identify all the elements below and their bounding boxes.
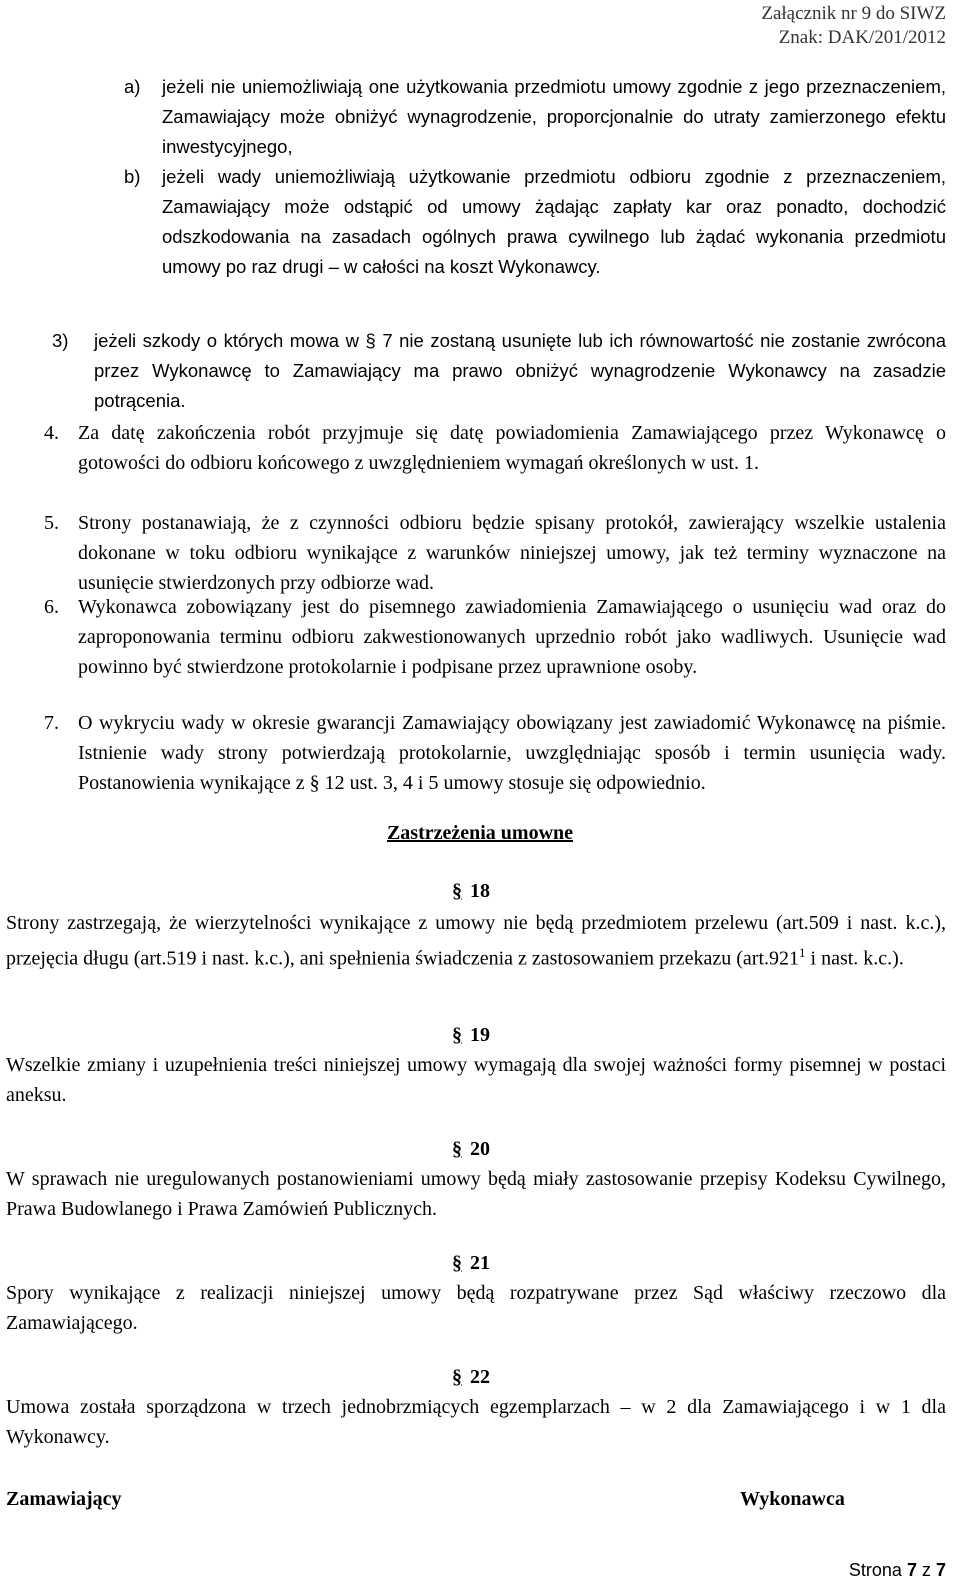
list-marker: a) [124,76,141,97]
paragraph-heading [452,1024,490,1047]
section-symbol: § [452,1366,462,1388]
list-text: Wykonawca zobowiązany jest do pisemnego zawiadomienia Zamawiającego o usunięciu wad oraz do zaproponowania terminu odbioru zakwestionowanych uprzednio robót jako wadliwych. Usunięcie wad powinno być stwierdzone protokolarnie i podpisane przez uprawnione osoby. [78,596,946,678]
section-symbol: § [452,1252,462,1274]
list-text: Strony postanawiają, że z czynności odbioru będzie spisany protokół, zawierający wszelkie ustalenia dokonane w toku odbioru wynikające z warunków niniejszej umowy, jak też terminy wyznaczone na usunięcie stwierdzonych przy odbiorze wad. [78,512,946,594]
list-marker: 5. [44,512,59,534]
paragraph-heading [452,1252,490,1275]
current-page: 7 [906,1560,917,1580]
list-text: Za datę zakończenia robót przyjmuje się datę powiadomienia Zamawiającego przez Wykonawcę o gotowości do odbioru końcowego z uwzględnieniem wymagań określonych w ust. 1. [78,422,946,474]
list-text: jeżeli wady uniemożliwiają użytkowanie przedmiotu odbioru zgodnie z przeznaczeniem, Zamawiający może odstąpić od umowy żądając zapłaty kar oraz ponadto, dochodzić odszkodowania na zasadach ogólnych prawa cywilnego lub żądać wykonania przedmiotu umowy po raz drugi – w całości na koszt Wykonawcy. [162,166,946,277]
paragraph-number: 21 [470,1252,490,1274]
list-item [44,708,946,798]
paragraph-number: 22 [470,1366,490,1388]
list-item [124,162,946,282]
list-item [44,418,946,478]
signature-contracting-party: Zamawiający [6,1488,122,1510]
paragraph-text-tail: i nast. k.c.). [805,947,904,970]
list-item [52,326,946,416]
list-marker: b) [124,166,141,187]
section-symbol: § [452,1138,462,1160]
paragraph-number: 18 [470,880,490,902]
paragraph-text: Spory wynikające z realizacji niniejszej umowy będą rozpatrywane przez Sąd właściwy rzeczowo dla Zamawiającego. [6,1282,946,1334]
paragraph-number: 20 [470,1138,490,1160]
list-item [124,72,946,162]
paragraph-heading [452,880,490,903]
list-item [44,592,946,682]
list-item [44,508,946,598]
list-marker: 3) [52,330,69,351]
section-symbol: § [452,880,462,902]
page-of: z [921,1560,931,1580]
page-label: Strona [848,1560,902,1580]
signature-contractor: Wykonawca [740,1488,845,1510]
paragraph-text [6,908,946,974]
total-pages: 7 [935,1560,946,1580]
page-number [849,1560,946,1581]
paragraph-text: Umowa została sporządzona w trzech jednobrzmiących egzemplarzach – w 2 dla Zamawiającego i w 1 dla Wykonawcy. [6,1396,946,1448]
list-text: jeżeli szkody o których mowa w § 7 nie zostaną usunięte lub ich równowartość nie zostanie zwrócona przez Wykonawcę to Zamawiający ma prawo obniżyć wynagrodzenie Wykonawcy na zasadzie potrącenia. [94,330,946,411]
reference-number: Znak: DAK/201/2012 [778,27,946,48]
paragraph-text: Wszelkie zmiany i uzupełnienia treści niniejszej umowy wymagają dla swojej ważności formy pisemnej w postaci aneksu. [6,1054,946,1106]
section-heading: Zastrzeżenia umowne [386,822,574,844]
paragraph-text-main: Strony zastrzegają, że wierzytelności wynikające z umowy nie będą przedmiotem przelewu (art.509 i nast. k.c.), przejęcia długu (art.519 i nast. k.c.), ani spełnienia świadczenia z zastosowaniem przekazu (art.921 [6,912,946,970]
list-text: jeżeli nie uniemożliwiają one użytkowania przedmiotu umowy zgodnie z jego przeznaczeniem, Zamawiający może obniżyć wynagrodzenie, proporcjonalnie do utraty zamierzonego efektu inwestycyjnego, [162,76,946,157]
paragraph-heading [452,1366,490,1389]
superscript: 1 [799,945,806,960]
section-symbol: § [452,1024,462,1046]
paragraph-heading [452,1138,490,1161]
list-marker: 4. [44,422,59,444]
paragraph-number: 19 [470,1024,490,1046]
list-marker: 6. [44,596,59,618]
list-marker: 7. [44,712,59,734]
paragraph-text: W sprawach nie uregulowanych postanowieniami umowy będą miały zastosowanie przepisy Kodeksu Cywilnego, Prawa Budowlanego i Prawa Zamówień Publicznych. [6,1168,946,1220]
attachment-label: Załącznik nr 9 do SIWZ [761,3,946,24]
list-text: O wykryciu wady w okresie gwarancji Zamawiający obowiązany jest zawiadomić Wykonawcę na piśmie. Istnienie wady strony potwierdzają protokolarnie, uwzględniając sposób i termin usunięcia wady. Postanowienia wynikające z § 12 ust. 3, 4 i 5 umowy stosuje się odpowiednio. [78,712,946,794]
